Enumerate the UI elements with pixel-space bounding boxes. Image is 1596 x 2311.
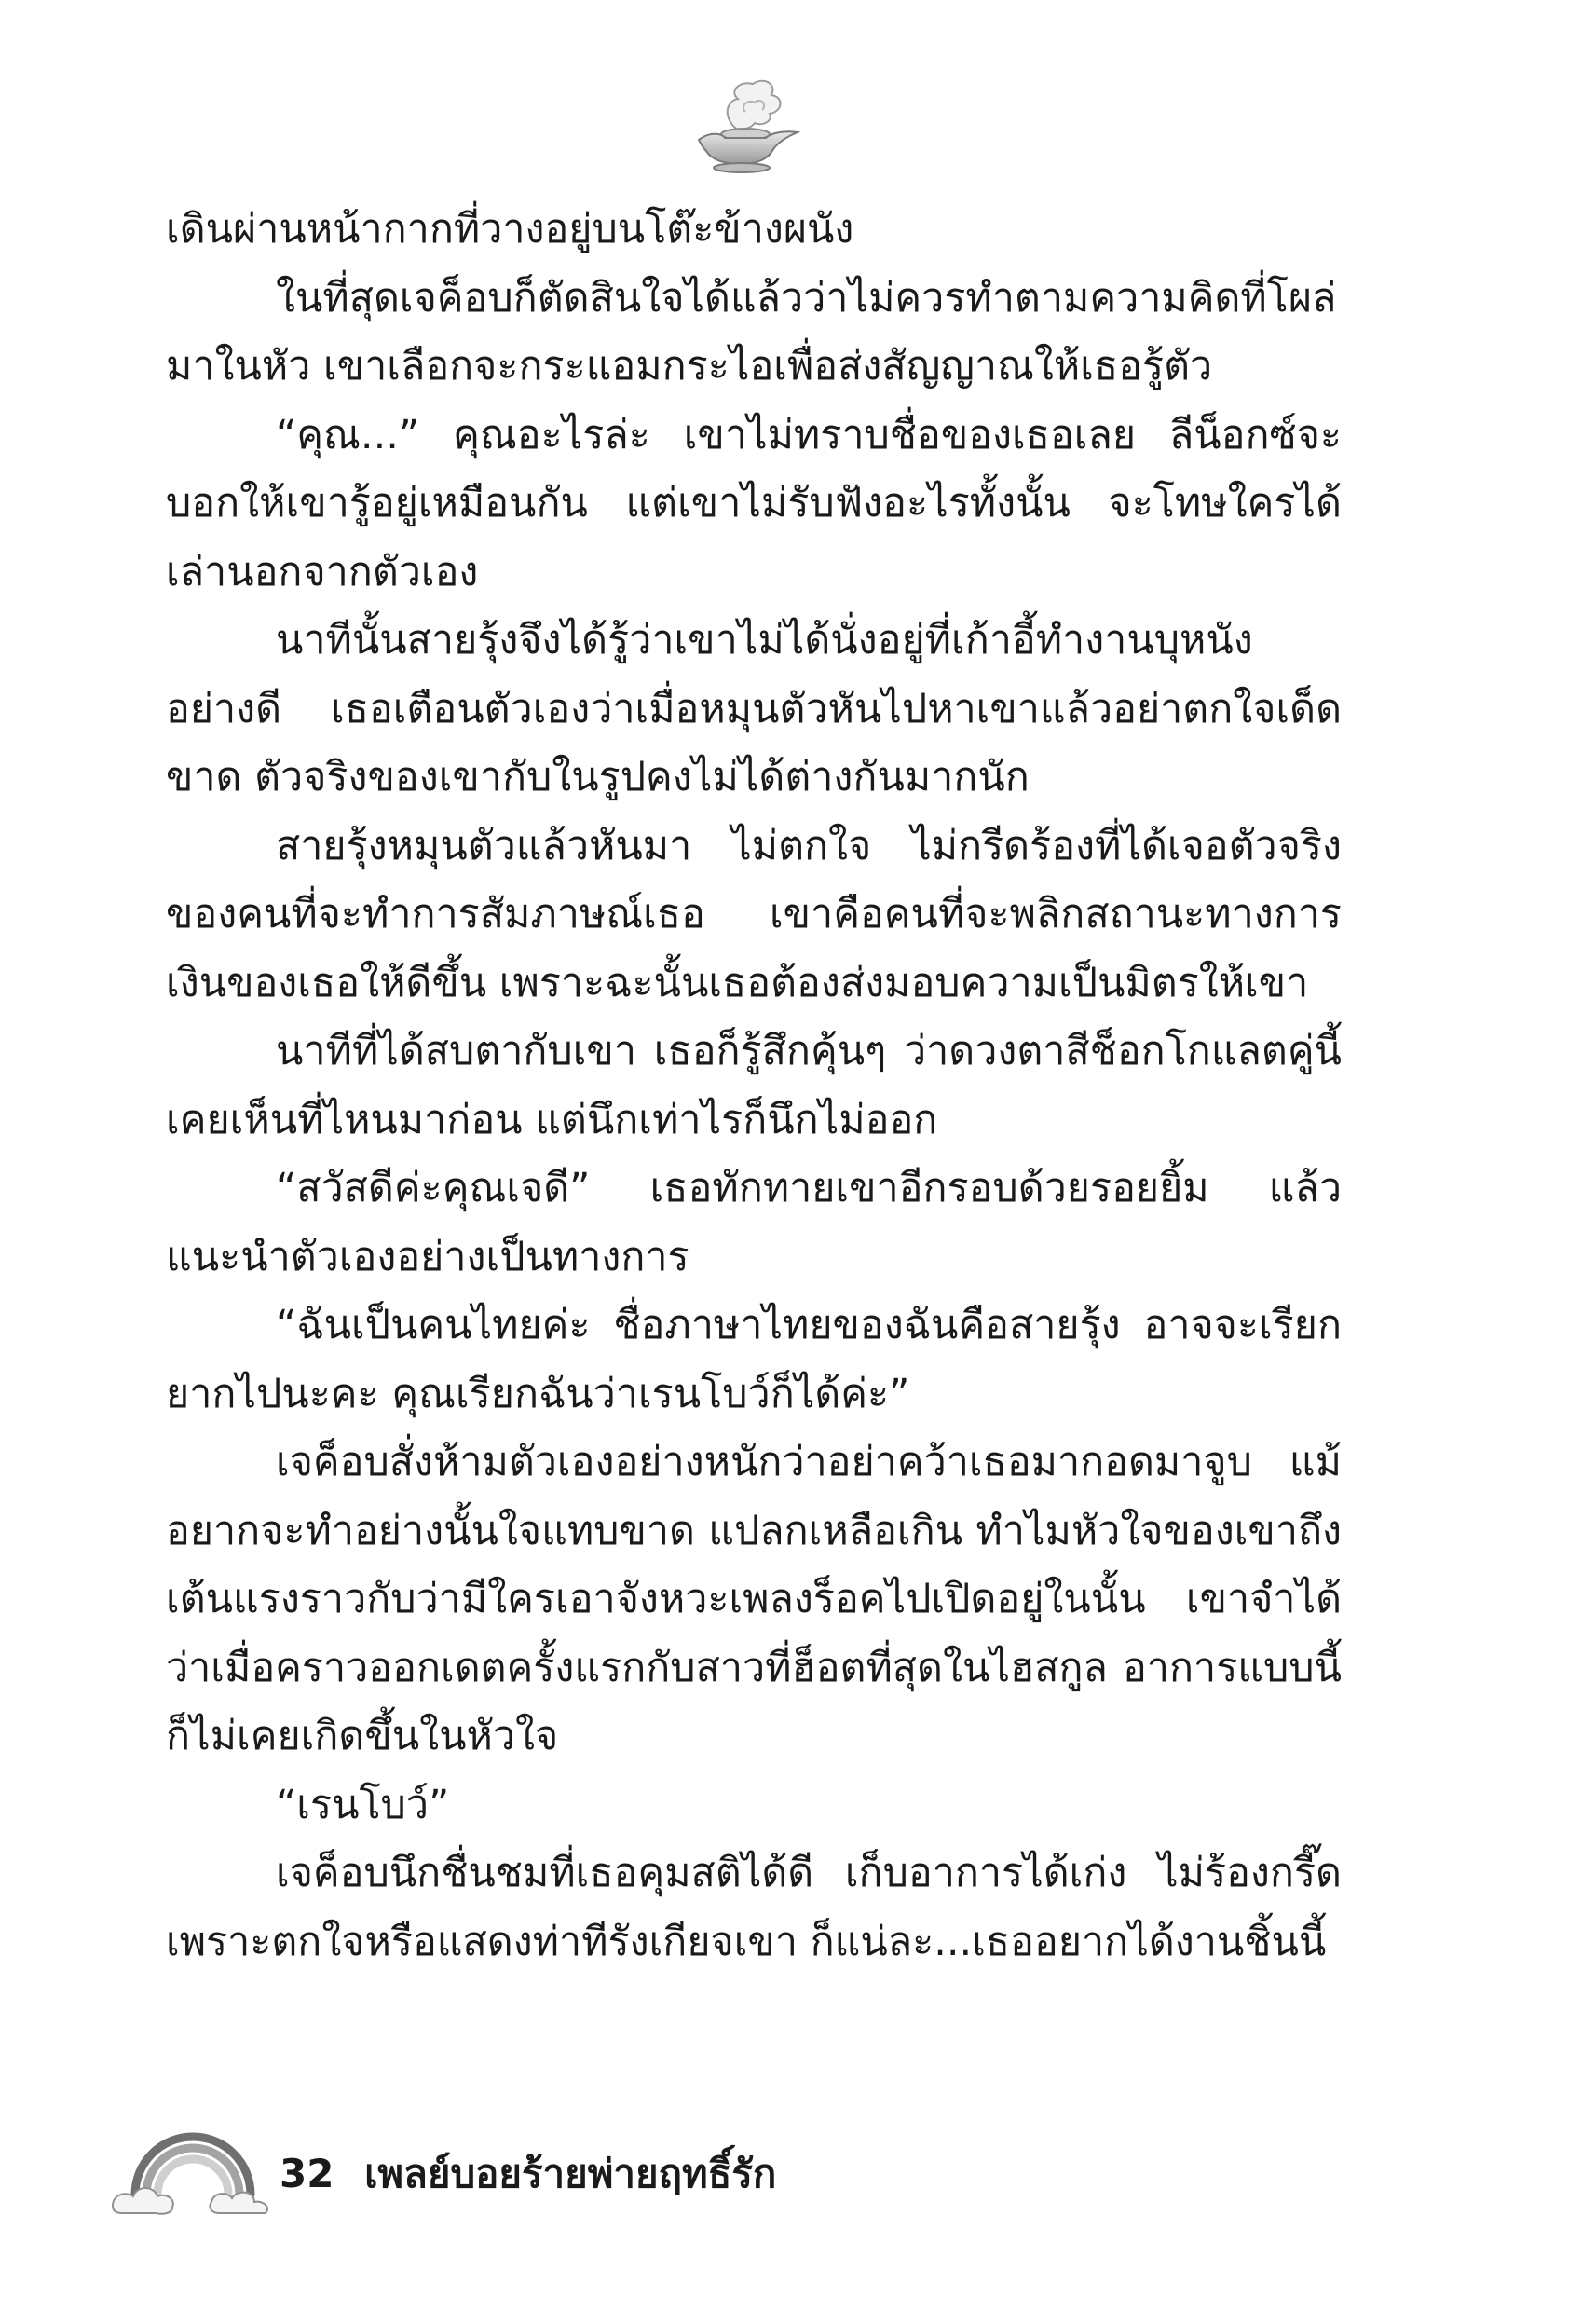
lamp-with-smoke-ornament-icon [680, 75, 811, 177]
paragraph: เจค็อบนึกชื่นชมที่เธอคุมสติได้ดี เก็บอาการได้เก่ง ไม่ร้องกรี๊ดเพราะตกใจหรือแสดงท่าทีรังเกียจเขา ก็แน่ละ...เธออยากได้งานชิ้นนี้ [166, 1850, 1342, 1965]
page-footer [107, 2101, 946, 2222]
paragraph: เจค็อบสั่งห้ามตัวเองอย่างหนักว่าอย่าคว้าเธอมากอดมาจูบ แม้อยากจะทำอย่างนั้นใจแทบขาด แปลกเหลือเกิน ทำไมหัวใจของเขาถึงเต้นแรงราวกับว่ามีใครเอาจังหวะเพลงร็อคไปเปิดอยู่ในนั้น เขาจำได้ว่าเมื่อคราวออกเดตครั้งแรกกับสาวที่ฮ็อตที่สุดในไฮสกูล อาการแบบนี้ก็ไม่เคยเกิดขึ้นในหัวใจ [166, 1439, 1342, 1759]
paragraph: นาทีนั้นสายรุ้งจึงได้รู้ว่าเขาไม่ได้นั่งอยู่ที่เก้าอี้ทำงานบุหนังอย่างดี เธอเตือนตัวเองว่าเมื่อหมุนตัวหันไปหาเขาแล้วอย่าตกใจเด็ดขาด ตัวจริงของเขากับในรูปคงไม่ได้ต่างกันมากนัก [166, 617, 1342, 800]
footer-text [280, 2143, 776, 2205]
paragraph: “คุณ...” คุณอะไรล่ะ เขาไม่ทราบชื่อของเธอเลย ลีน็อกซ์จะบอกให้เขารู้อยู่เหมือนกัน แต่เขาไม่รับฟังอะไรทั้งนั้น จะโทษใครได้เล่านอกจากตัวเอง [166, 411, 1342, 595]
paragraph: “สวัสดีค่ะคุณเจดี” เธอทักทายเขาอีกรอบด้วยรอยยิ้ม แล้วแนะนำตัวเองอย่างเป็นทางการ [166, 1165, 1342, 1280]
book-title: เพลย์บอยร้ายพ่ายฤทธิ์รัก [364, 2151, 777, 2196]
paragraph: เดินผ่านหน้ากากที่วางอยู่บนโต๊ะข้างผนัง [166, 206, 854, 253]
paragraph: สายรุ้งหมุนตัวแล้วหันมา ไม่ตกใจ ไม่กรีดร้องที่ได้เจอตัวจริงของคนที่จะทำการสัมภาษณ์เธอ เขาคือคนที่จะพลิกสถานะทางการเงินของเธอให้ดีขึ้น เพราะฉะนั้นเธอต้องส่งมอบความเป็นมิตรให้เขา [166, 822, 1342, 1006]
body-text [166, 196, 1342, 1976]
paragraph: “เรนโบว์” [276, 1781, 450, 1828]
page-number: 32 [280, 2151, 334, 2196]
paragraph: นาทีที่ได้สบตากับเขา เธอก็รู้สึกคุ้นๆ ว่าดวงตาสีช็อกโกแลตคู่นี้เคยเห็นที่ไหนมาก่อน แต่นึกเท่าไรก็นึกไม่ออก [166, 1028, 1342, 1143]
rainbow-cloud-icon [107, 2101, 280, 2222]
paragraph: ในที่สุดเจค็อบก็ตัดสินใจได้แล้วว่าไม่ควรทำตามความคิดที่โผล่มาในหัว เขาเลือกจะกระแอมกระไอเพื่อส่งสัญญาณให้เธอรู้ตัว [166, 274, 1337, 390]
paragraph: “ฉันเป็นคนไทยค่ะ ชื่อภาษาไทยของฉันคือสายรุ้ง อาจจะเรียกยากไปนะคะ คุณเรียกฉันว่าเรนโบว์ก็ได้ค่ะ” [166, 1302, 1342, 1417]
